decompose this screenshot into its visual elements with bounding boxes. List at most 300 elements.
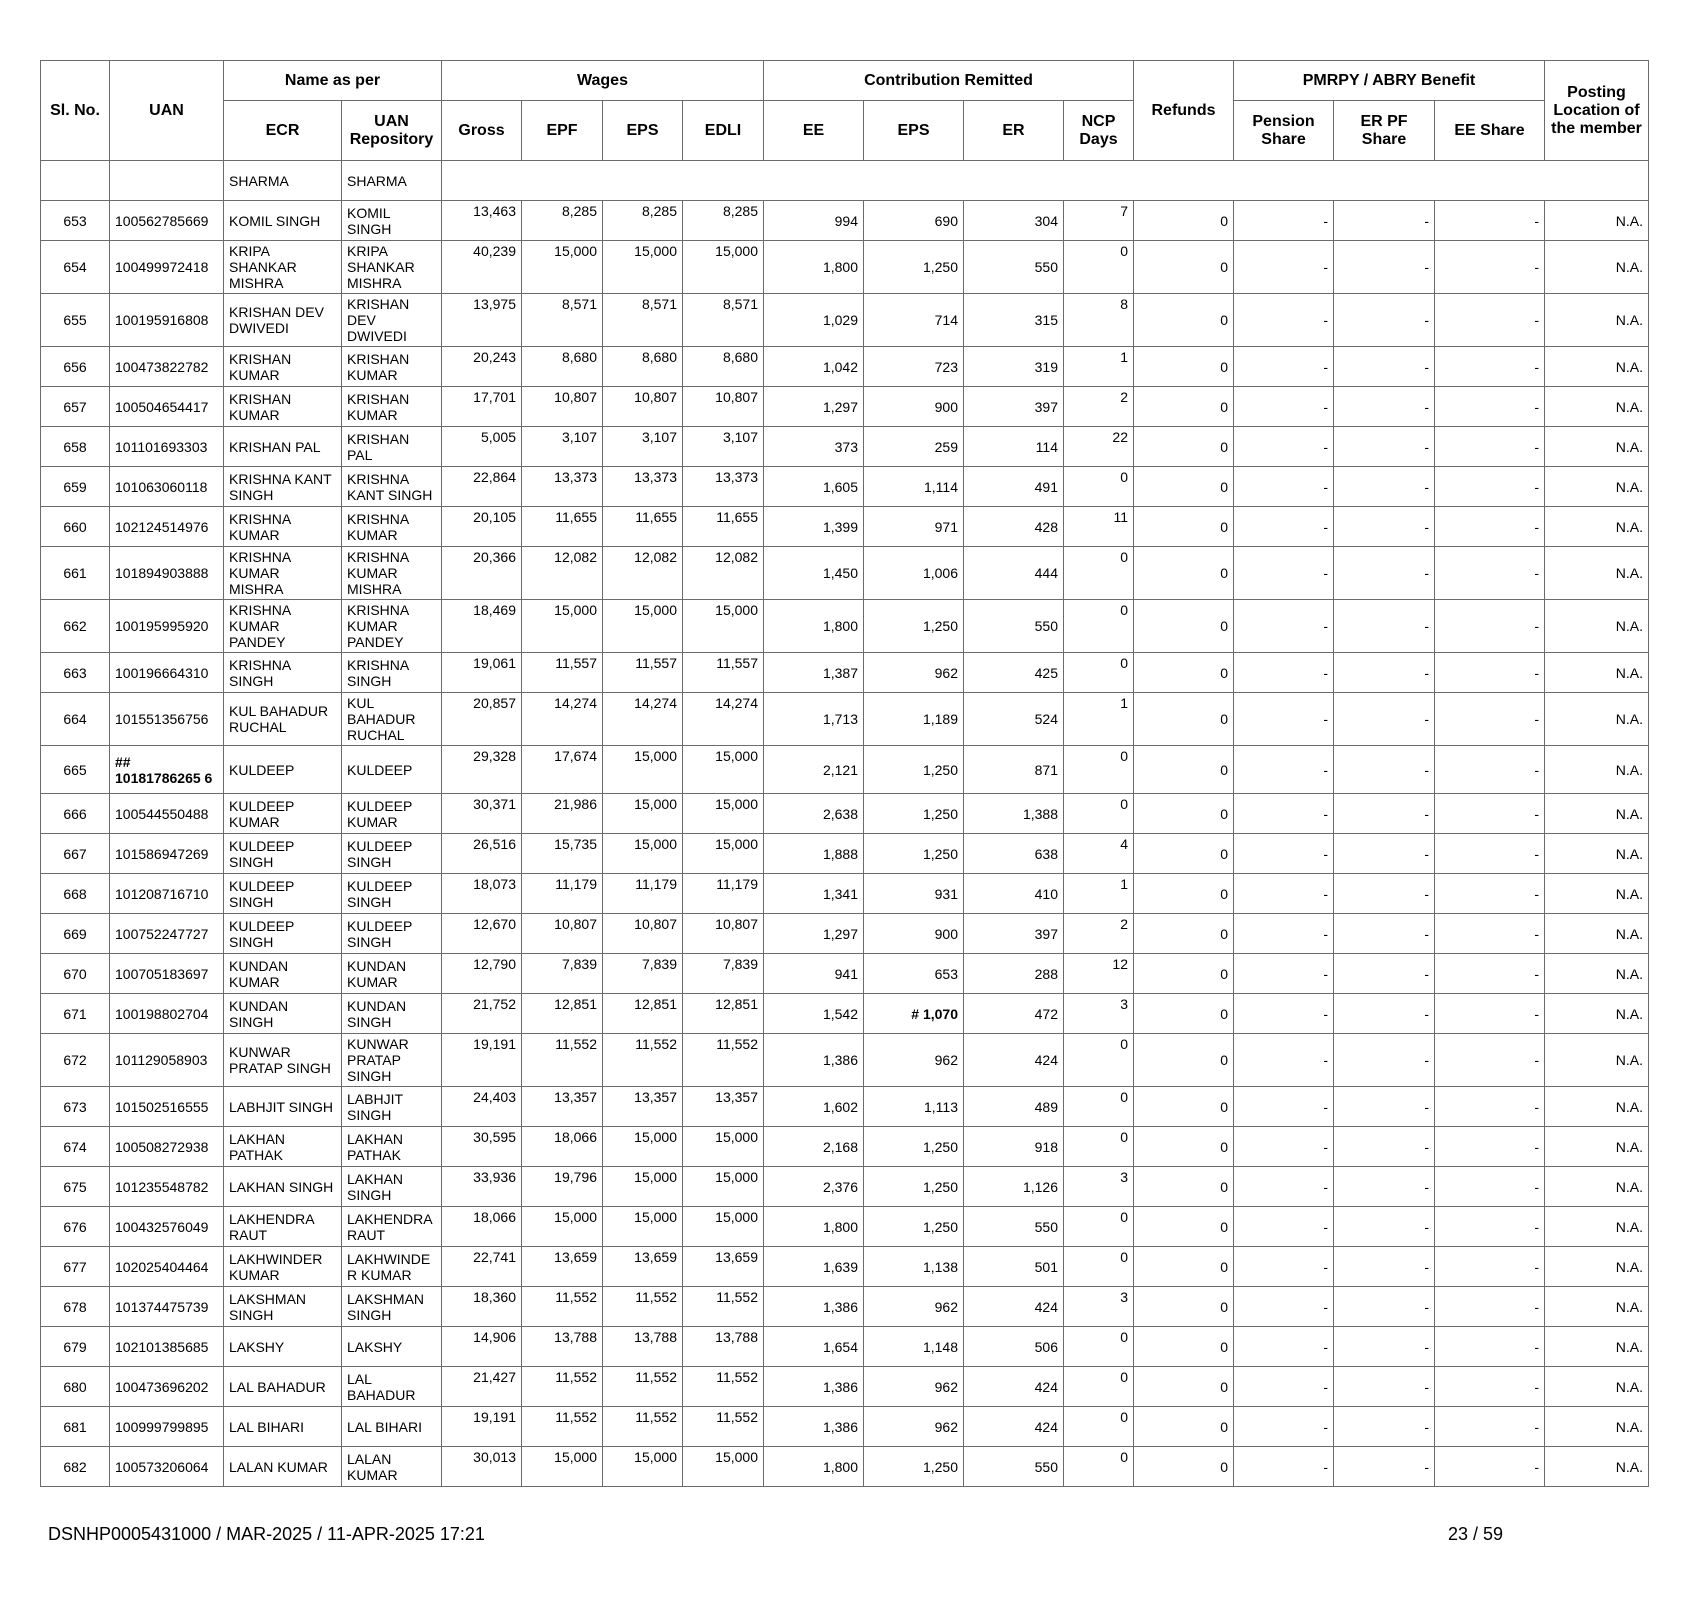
cell-edli: 15,000 [683, 1167, 764, 1207]
header-uan-repository: UAN Repository [342, 101, 442, 161]
cell-pension-share: - [1234, 693, 1334, 746]
cell-uan: 100473822782 [110, 347, 224, 387]
cell-ee-share: - [1435, 653, 1545, 693]
cell-pension-share: - [1234, 1407, 1334, 1447]
cell-eps: 13,659 [603, 1247, 683, 1287]
table-row [41, 1087, 1649, 1127]
cell-ee-share: - [1435, 507, 1545, 547]
cell-uan: 100752247727 [110, 914, 224, 954]
cell-edli: 3,107 [683, 427, 764, 467]
cell-er-pf-share: - [1334, 347, 1435, 387]
table-row [41, 201, 1649, 241]
cell-er: 304 [964, 201, 1064, 241]
cell-uan: 101551356756 [110, 693, 224, 746]
cell-eps: 11,552 [603, 1367, 683, 1407]
cell-contribution-eps: 1,250 [864, 1207, 964, 1247]
cell-epf: 11,557 [522, 653, 603, 693]
cell-er: 315 [964, 294, 1064, 347]
cell-er: 424 [964, 1034, 1064, 1087]
cell-uan: 100573206064 [110, 1447, 224, 1487]
cell-er: 638 [964, 834, 1064, 874]
footer-page-number: 23 / 59 [1448, 1524, 1504, 1544]
table-row [41, 467, 1649, 507]
cell-sl-no: 665 [41, 746, 110, 794]
cell-refunds: 0 [1134, 693, 1234, 746]
cell-uan: 100432576049 [110, 1207, 224, 1247]
cell-ecr-name: KRISHAN KUMAR [224, 387, 342, 427]
cell-sl-no: 669 [41, 914, 110, 954]
cell-er: 424 [964, 1407, 1064, 1447]
cell-posting-location: N.A. [1545, 1407, 1649, 1447]
cell-gross: 22,741 [442, 1247, 522, 1287]
cell-sl-no: 657 [41, 387, 110, 427]
cell-sl-no: 672 [41, 1034, 110, 1087]
cell-uan-repo-name: LAKSHY [342, 1327, 442, 1367]
continuation-blank [442, 161, 1649, 201]
cell-pension-share: - [1234, 467, 1334, 507]
cell-ee-share: - [1435, 1287, 1545, 1327]
cell-sl-no: 663 [41, 653, 110, 693]
cell-ee: 1,888 [764, 834, 864, 874]
cell-ee: 1,713 [764, 693, 864, 746]
cell-sl-no: 664 [41, 693, 110, 746]
cell-uan: 100195916808 [110, 294, 224, 347]
header-ecr: ECR [224, 101, 342, 161]
cell-ee: 373 [764, 427, 864, 467]
cell-eps: 10,807 [603, 914, 683, 954]
cell-ncp-days: 0 [1064, 1247, 1134, 1287]
header-uan: UAN [110, 61, 224, 161]
cell-er: 424 [964, 1367, 1064, 1407]
cell-ee: 941 [764, 954, 864, 994]
cell-epf: 13,788 [522, 1327, 603, 1367]
cell-epf: 8,680 [522, 347, 603, 387]
cell-posting-location: N.A. [1545, 834, 1649, 874]
cell-epf: 15,000 [522, 1207, 603, 1247]
cell-refunds: 0 [1134, 1127, 1234, 1167]
header-epf: EPF [522, 101, 603, 161]
cell-edli: 13,357 [683, 1087, 764, 1127]
cell-eps: 8,571 [603, 294, 683, 347]
cell-uan-repo-name: KRISHNA KUMAR [342, 507, 442, 547]
cell-ee: 1,399 [764, 507, 864, 547]
cell-er-pf-share: - [1334, 1034, 1435, 1087]
cell-pension-share: - [1234, 834, 1334, 874]
cell-posting-location: N.A. [1545, 794, 1649, 834]
cell-edli: 12,082 [683, 547, 764, 600]
cell-ee-share: - [1435, 387, 1545, 427]
cell-refunds: 0 [1134, 507, 1234, 547]
cell-ee-share: - [1435, 201, 1545, 241]
cell-ecr-name: KUNWAR PRATAP SINGH [224, 1034, 342, 1087]
cell-pension-share: - [1234, 1167, 1334, 1207]
cell-edli: 10,807 [683, 914, 764, 954]
cell-er-pf-share: - [1334, 387, 1435, 427]
cell-ncp-days: 0 [1064, 794, 1134, 834]
cell-er-pf-share: - [1334, 874, 1435, 914]
cell-edli: 10,807 [683, 387, 764, 427]
cell-gross: 5,005 [442, 427, 522, 467]
cell-ncp-days: 22 [1064, 427, 1134, 467]
table-row [41, 387, 1649, 427]
cell-ecr-name: KUNDAN SINGH [224, 994, 342, 1034]
cell-posting-location: N.A. [1545, 994, 1649, 1034]
cell-uan: 101502516555 [110, 1087, 224, 1127]
cell-ee: 1,386 [764, 1034, 864, 1087]
header-name-as-per: Name as per [224, 61, 442, 101]
cell-pension-share: - [1234, 201, 1334, 241]
cell-er-pf-share: - [1334, 427, 1435, 467]
cell-er-pf-share: - [1334, 1167, 1435, 1207]
cell-uan-repo-name: KRISHAN KUMAR [342, 347, 442, 387]
table-row [41, 954, 1649, 994]
cell-posting-location: N.A. [1545, 347, 1649, 387]
cell-contribution-eps: 962 [864, 653, 964, 693]
cell-refunds: 0 [1134, 653, 1234, 693]
cell-sl-no: 656 [41, 347, 110, 387]
header-posting-location: Posting Location of the member [1545, 61, 1649, 161]
cell-ncp-days: 0 [1064, 1447, 1134, 1487]
cell-ncp-days: 0 [1064, 1367, 1134, 1407]
cell-eps: 11,552 [603, 1407, 683, 1447]
cell-uan-repo-name: LAKHAN SINGH [342, 1167, 442, 1207]
cell-refunds: 0 [1134, 1447, 1234, 1487]
cell-uan-repo-name: KUNWAR PRATAP SINGH [342, 1034, 442, 1087]
cell-refunds: 0 [1134, 467, 1234, 507]
cell-eps: 15,000 [603, 241, 683, 294]
cell-ncp-days: 0 [1064, 1327, 1134, 1367]
cell-contribution-eps: 1,250 [864, 241, 964, 294]
cell-er: 491 [964, 467, 1064, 507]
cell-eps: 13,373 [603, 467, 683, 507]
cell-er: 114 [964, 427, 1064, 467]
cell-sl-no: 674 [41, 1127, 110, 1167]
cell-uan: 100504654417 [110, 387, 224, 427]
cell-ee: 1,297 [764, 387, 864, 427]
cell-uan-repo-name: KUNDAN KUMAR [342, 954, 442, 994]
header-pension-share: Pension Share [1234, 101, 1334, 161]
cell-er-pf-share: - [1334, 834, 1435, 874]
cell-epf: 11,179 [522, 874, 603, 914]
table-row [41, 834, 1649, 874]
cell-eps: 15,000 [603, 834, 683, 874]
cell-eps: 12,082 [603, 547, 683, 600]
cell-sl-no: 680 [41, 1367, 110, 1407]
cell-er: 472 [964, 994, 1064, 1034]
header-pmrpy-abry: PMRPY / ABRY Benefit [1234, 61, 1545, 101]
cell-contribution-eps: 723 [864, 347, 964, 387]
cell-posting-location: N.A. [1545, 1287, 1649, 1327]
cell-gross: 19,191 [442, 1407, 522, 1447]
cell-refunds: 0 [1134, 1034, 1234, 1087]
table-row [41, 1034, 1649, 1087]
table-row [41, 746, 1649, 794]
cell-ncp-days: 2 [1064, 914, 1134, 954]
cell-ecr-name: KRISHNA KUMAR [224, 507, 342, 547]
cell-ee-share: - [1435, 1167, 1545, 1207]
cell-uan-repo-name: KRISHAN DEV DWIVEDI [342, 294, 442, 347]
cell-ee: 1,297 [764, 914, 864, 954]
cell-uan-repo-name: LABHJIT SINGH [342, 1087, 442, 1127]
cell-ee: 2,638 [764, 794, 864, 834]
cell-gross: 17,701 [442, 387, 522, 427]
cell-sl-no: 670 [41, 954, 110, 994]
cell-er-pf-share: - [1334, 507, 1435, 547]
header-er-pf-share: ER PF Share [1334, 101, 1435, 161]
cell-gross: 30,371 [442, 794, 522, 834]
cell-pension-share: - [1234, 600, 1334, 653]
cell-epf: 13,357 [522, 1087, 603, 1127]
cell-edli: 15,000 [683, 1447, 764, 1487]
cell-epf: 14,274 [522, 693, 603, 746]
cell-gross: 33,936 [442, 1167, 522, 1207]
cell-er-pf-share: - [1334, 467, 1435, 507]
continuation-blank [110, 161, 224, 201]
cell-refunds: 0 [1134, 794, 1234, 834]
cell-ee-share: - [1435, 347, 1545, 387]
cell-sl-no: 673 [41, 1087, 110, 1127]
table-row [41, 994, 1649, 1034]
cell-uan: 101235548782 [110, 1167, 224, 1207]
cell-refunds: 0 [1134, 241, 1234, 294]
cell-posting-location: N.A. [1545, 874, 1649, 914]
cell-contribution-eps: 653 [864, 954, 964, 994]
cell-edli: 15,000 [683, 834, 764, 874]
cell-ee: 1,386 [764, 1367, 864, 1407]
cell-epf: 21,986 [522, 794, 603, 834]
cell-epf: 18,066 [522, 1127, 603, 1167]
cell-edli: 7,839 [683, 954, 764, 994]
cell-ee: 1,387 [764, 653, 864, 693]
cell-epf: 19,796 [522, 1167, 603, 1207]
cell-contribution-eps: 714 [864, 294, 964, 347]
header-sl-no: Sl. No. [41, 61, 110, 161]
cell-uan: 101129058903 [110, 1034, 224, 1087]
cell-refunds: 0 [1134, 347, 1234, 387]
header-ee: EE [764, 101, 864, 161]
cell-epf: 8,285 [522, 201, 603, 241]
cell-er: 288 [964, 954, 1064, 994]
cell-ee-share: - [1435, 794, 1545, 834]
cell-refunds: 0 [1134, 1207, 1234, 1247]
cell-uan-repo-name: KOMIL SINGH [342, 201, 442, 241]
cell-sl-no: 676 [41, 1207, 110, 1247]
cell-er-pf-share: - [1334, 1327, 1435, 1367]
cell-ecr-name: LAKHAN PATHAK [224, 1127, 342, 1167]
cell-contribution-eps: 690 [864, 201, 964, 241]
cell-contribution-eps: 1,250 [864, 1127, 964, 1167]
cell-ecr-name: KRISHAN PAL [224, 427, 342, 467]
cell-epf: 13,373 [522, 467, 603, 507]
cell-er-pf-share: - [1334, 1087, 1435, 1127]
cell-pension-share: - [1234, 387, 1334, 427]
cell-uan: 100562785669 [110, 201, 224, 241]
cell-ncp-days: 0 [1064, 600, 1134, 653]
cell-ecr-name: KRISHAN DEV DWIVEDI [224, 294, 342, 347]
cell-gross: 18,360 [442, 1287, 522, 1327]
cell-uan-repo-name: KRIPA SHANKAR MISHRA [342, 241, 442, 294]
cell-ecr-name: KRISHNA KANT SINGH [224, 467, 342, 507]
cell-posting-location: N.A. [1545, 201, 1649, 241]
cell-refunds: 0 [1134, 427, 1234, 467]
cell-pension-share: - [1234, 914, 1334, 954]
cell-ecr-name: LAL BIHARI [224, 1407, 342, 1447]
cell-ee-share: - [1435, 241, 1545, 294]
cell-er-pf-share: - [1334, 1407, 1435, 1447]
cell-edli: 11,552 [683, 1367, 764, 1407]
cell-er-pf-share: - [1334, 1287, 1435, 1327]
cell-uan: 102101385685 [110, 1327, 224, 1367]
cell-pension-share: - [1234, 1447, 1334, 1487]
cell-eps: 11,655 [603, 507, 683, 547]
cell-edli: 15,000 [683, 794, 764, 834]
cell-ncp-days: 0 [1064, 653, 1134, 693]
cell-ecr-name: KRISHNA KUMAR PANDEY [224, 600, 342, 653]
cell-er: 550 [964, 600, 1064, 653]
cell-pension-share: - [1234, 874, 1334, 914]
cell-posting-location: N.A. [1545, 914, 1649, 954]
cell-ee: 1,800 [764, 600, 864, 653]
cell-eps: 12,851 [603, 994, 683, 1034]
cell-contribution-eps: 1,006 [864, 547, 964, 600]
cell-ecr-name: KOMIL SINGH [224, 201, 342, 241]
cell-posting-location: N.A. [1545, 1087, 1649, 1127]
cell-ecr-name: KULDEEP KUMAR [224, 794, 342, 834]
cell-er: 550 [964, 1447, 1064, 1487]
cell-er-pf-share: - [1334, 1207, 1435, 1247]
cell-ee: 1,341 [764, 874, 864, 914]
cell-uan: 100499972418 [110, 241, 224, 294]
cell-uan: 101101693303 [110, 427, 224, 467]
cell-sl-no: 681 [41, 1407, 110, 1447]
cell-edli: 11,557 [683, 653, 764, 693]
table-row [41, 693, 1649, 746]
cell-ee-share: - [1435, 1367, 1545, 1407]
cell-epf: 8,571 [522, 294, 603, 347]
cell-ee: 1,639 [764, 1247, 864, 1287]
cell-epf: 3,107 [522, 427, 603, 467]
cell-ee: 2,121 [764, 746, 864, 794]
cell-ncp-days: 0 [1064, 547, 1134, 600]
header-wages: Wages [442, 61, 764, 101]
cell-epf: 15,735 [522, 834, 603, 874]
cell-gross: 13,975 [442, 294, 522, 347]
cell-ncp-days: 4 [1064, 834, 1134, 874]
cell-er-pf-share: - [1334, 914, 1435, 954]
cell-gross: 19,061 [442, 653, 522, 693]
table-row [41, 427, 1649, 467]
table-row [41, 600, 1649, 653]
cell-posting-location: N.A. [1545, 1167, 1649, 1207]
cell-eps: 15,000 [603, 1207, 683, 1247]
cell-epf: 11,552 [522, 1407, 603, 1447]
cell-edli: 13,373 [683, 467, 764, 507]
cell-posting-location: N.A. [1545, 746, 1649, 794]
cell-posting-location: N.A. [1545, 467, 1649, 507]
cell-ee-share: - [1435, 1447, 1545, 1487]
cell-pension-share: - [1234, 1127, 1334, 1167]
cell-gross: 30,595 [442, 1127, 522, 1167]
cell-er: 319 [964, 347, 1064, 387]
cell-eps: 11,552 [603, 1034, 683, 1087]
cell-uan: 100196664310 [110, 653, 224, 693]
cell-er: 444 [964, 547, 1064, 600]
cell-er: 397 [964, 387, 1064, 427]
continuation-ecr-name: SHARMA [224, 161, 342, 201]
cell-ee: 1,042 [764, 347, 864, 387]
cell-epf: 11,552 [522, 1367, 603, 1407]
cell-contribution-eps: 259 [864, 427, 964, 467]
cell-pension-share: - [1234, 794, 1334, 834]
cell-contribution-eps: 1,250 [864, 600, 964, 653]
cell-sl-no: 682 [41, 1447, 110, 1487]
cell-eps: 15,000 [603, 1447, 683, 1487]
cell-uan-repo-name: KRISHAN KUMAR [342, 387, 442, 427]
cell-er-pf-share: - [1334, 201, 1435, 241]
cell-refunds: 0 [1134, 746, 1234, 794]
cell-er-pf-share: - [1334, 746, 1435, 794]
header-contribution-eps: EPS [864, 101, 964, 161]
cell-epf: 15,000 [522, 241, 603, 294]
cell-sl-no: 667 [41, 834, 110, 874]
cell-sl-no: 653 [41, 201, 110, 241]
table-row [41, 1287, 1649, 1327]
cell-edli: 15,000 [683, 1127, 764, 1167]
cell-ecr-name: LAKSHY [224, 1327, 342, 1367]
cell-ecr-name: KRIPA SHANKAR MISHRA [224, 241, 342, 294]
cell-uan-repo-name: LAKHENDRA RAUT [342, 1207, 442, 1247]
cell-ecr-name: LABHJIT SINGH [224, 1087, 342, 1127]
cell-uan-repo-name: KRISHNA KUMAR PANDEY [342, 600, 442, 653]
cell-eps: 7,839 [603, 954, 683, 994]
cell-pension-share: - [1234, 1327, 1334, 1367]
table-row [41, 294, 1649, 347]
cell-contribution-eps: 1,113 [864, 1087, 964, 1127]
cell-ecr-name: KRISHNA SINGH [224, 653, 342, 693]
cell-ee-share: - [1435, 693, 1545, 746]
cell-edli: 8,680 [683, 347, 764, 387]
cell-ee-share: - [1435, 467, 1545, 507]
cell-uan: 101063060118 [110, 467, 224, 507]
cell-refunds: 0 [1134, 547, 1234, 600]
cell-posting-location: N.A. [1545, 1207, 1649, 1247]
cell-refunds: 0 [1134, 387, 1234, 427]
cell-pension-share: - [1234, 1034, 1334, 1087]
cell-eps: 15,000 [603, 600, 683, 653]
cell-eps: 15,000 [603, 794, 683, 834]
cell-ee: 1,386 [764, 1287, 864, 1327]
cell-edli: 15,000 [683, 746, 764, 794]
cell-edli: 11,552 [683, 1407, 764, 1447]
cell-contribution-eps: 962 [864, 1407, 964, 1447]
cell-ecr-name: KRISHAN KUMAR [224, 347, 342, 387]
cell-posting-location: N.A. [1545, 1034, 1649, 1087]
cell-sl-no: 658 [41, 427, 110, 467]
cell-uan-repo-name: LAKSHMAN SINGH [342, 1287, 442, 1327]
cell-er: 424 [964, 1287, 1064, 1327]
cell-pension-share: - [1234, 507, 1334, 547]
cell-uan-repo-name: LAKHWINDE R KUMAR [342, 1247, 442, 1287]
cell-ncp-days: 0 [1064, 241, 1134, 294]
cell-ecr-name: LAKHWINDER KUMAR [224, 1247, 342, 1287]
cell-er: 425 [964, 653, 1064, 693]
cell-er-pf-share: - [1334, 241, 1435, 294]
cell-er-pf-share: - [1334, 794, 1435, 834]
cell-contribution-eps: 1,250 [864, 794, 964, 834]
table-row [41, 1327, 1649, 1367]
header-refunds: Refunds [1134, 61, 1234, 161]
table-row [41, 241, 1649, 294]
